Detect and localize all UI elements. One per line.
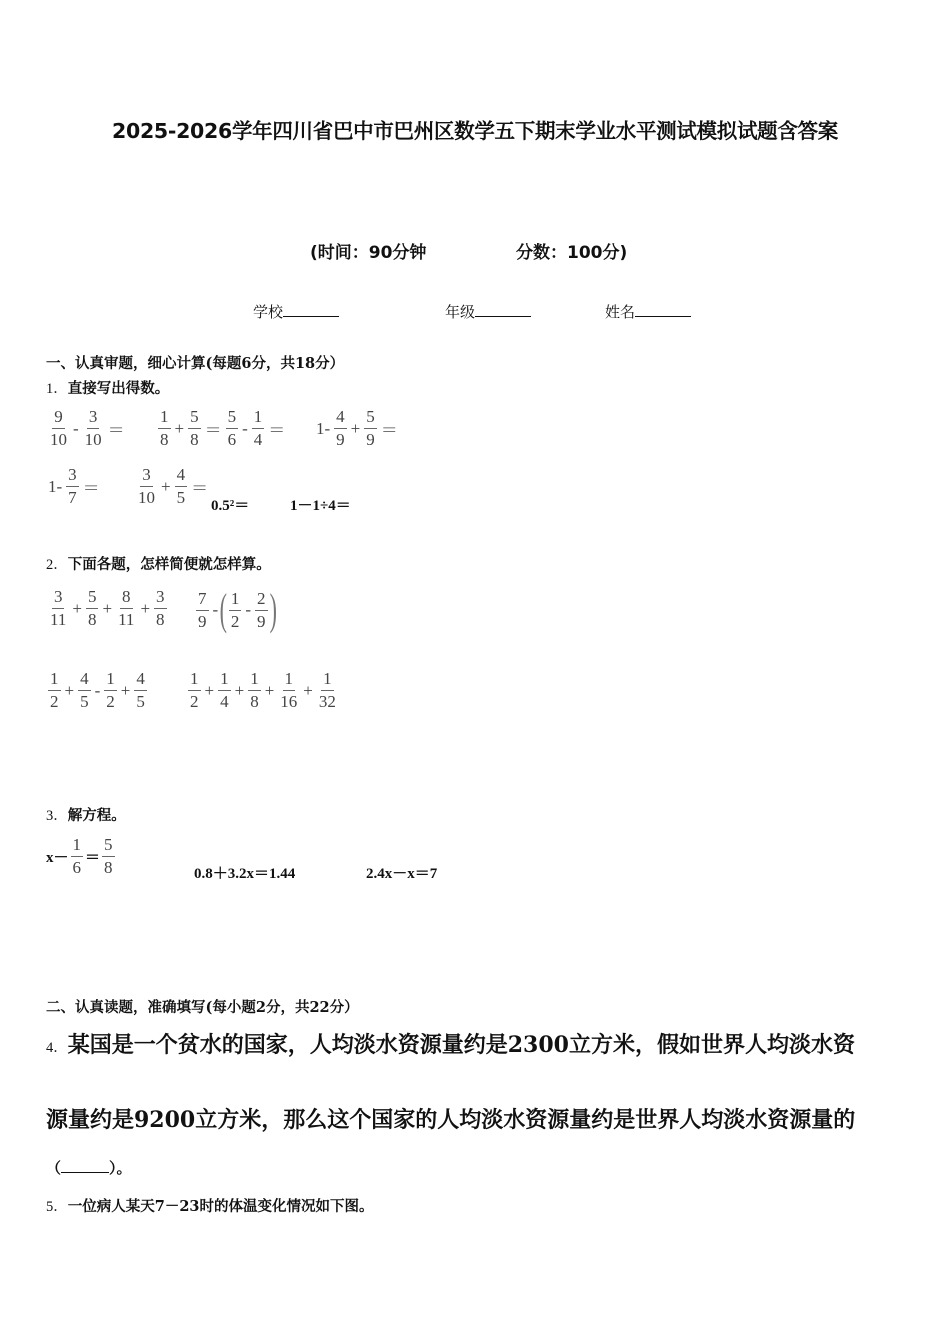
- q2-expr-c: $\frac{1}{2}$ + $\frac{4}{5}$ - $\frac{1}{2}$ + $\frac{4}{5}$: [50, 669, 145, 711]
- section-1-heading: 一、认真审题，细心计算(每题6分，共18分）: [46, 355, 345, 372]
- fraction: $\frac{1}{32}$: [318, 669, 336, 711]
- question-3: [46, 804, 126, 825]
- fraction: $\frac{5}{9}$: [366, 407, 375, 449]
- fraction: $\frac{4}{5}$: [176, 465, 186, 507]
- question-4-answer: （ ）。: [46, 1159, 132, 1177]
- fraction: $\frac{1}{8}$: [250, 669, 259, 711]
- fraction: $\frac{1}{2}$: [50, 669, 59, 711]
- fraction: $\frac{1}{4}$: [220, 669, 229, 711]
- fraction: $\frac{1}{2}$: [190, 669, 199, 711]
- school-field: [253, 301, 339, 322]
- page-title: 2025-2026学年四川省巴中市巴州区数学五下期末学业水平测试模拟试题含答案: [112, 119, 838, 143]
- question-1: [46, 377, 169, 398]
- fraction: $\frac{5}{8}$: [190, 407, 199, 449]
- fraction: $\frac{1}{2}$: [230, 588, 240, 631]
- fraction: $\frac{7}{9}$: [198, 588, 207, 631]
- question-2-number: 2．: [46, 557, 68, 573]
- fraction: $\frac{3}{8}$: [156, 587, 165, 629]
- question-5-number: 5．: [46, 1199, 68, 1215]
- question-2: [46, 553, 271, 574]
- question-1-number: 1．: [46, 381, 68, 397]
- q3-expr-a: x－ $\frac{1}{6}$ ＝ $\frac{5}{8}$: [46, 835, 113, 877]
- question-4-line-1: 4．某国是一个贫水的国家，人均淡水资源量约是2300立方米，假如世界人均淡水资: [46, 1032, 855, 1058]
- fraction: $\frac{1}{16}$: [280, 669, 298, 711]
- fraction: $\frac{8}{11}$: [118, 587, 135, 629]
- fraction: $\frac{5}{6}$: [227, 407, 237, 449]
- q2-expr-b: $\frac{7}{9}$ - ( $\frac{1}{2}$ - $\frac{2}{9}$ ): [198, 585, 277, 634]
- fraction: $\frac{4}{5}$: [80, 669, 89, 711]
- q1-expr-4: 1- $\frac{3}{7}$ ＝: [48, 465, 100, 507]
- q1-expr-7: 1－1÷4＝: [290, 498, 351, 514]
- fraction: $\frac{3}{7}$: [68, 465, 77, 507]
- question-5-text: 一位病人某天7－23时的体温变化情况如下图。: [67, 1198, 374, 1215]
- q1-expr-6: 0.5²＝: [211, 498, 250, 514]
- school-blank[interactable]: [283, 302, 339, 317]
- fraction: $\frac{9}{10}$: [50, 407, 67, 449]
- question-5: [46, 1195, 374, 1216]
- q1-expr-1: $\frac{9}{10}$ - $\frac{3}{10}$ ＝: [50, 407, 125, 449]
- answer-blank[interactable]: [61, 1158, 109, 1173]
- question-4-line-2: 源量约是9200立方米，那么这个国家的人均淡水资源量约是世界人均淡水资源量的: [46, 1107, 856, 1133]
- question-3-text: 解方程。: [67, 807, 126, 824]
- name-blank[interactable]: [635, 302, 691, 317]
- q2-expr-a: $\frac{3}{11}$ + $\frac{5}{8}$ + $\frac{8}{11}$ + $\frac{3}{8}$: [50, 587, 165, 629]
- fraction: $\frac{3}{11}$: [50, 587, 67, 629]
- q1-expr-5: $\frac{3}{10}$ + $\frac{4}{5}$ ＝: [138, 465, 209, 507]
- grade-label: 年级: [445, 303, 476, 321]
- question-1-text: 直接写出得数。: [67, 380, 170, 397]
- fraction: $\frac{4}{5}$: [136, 669, 145, 711]
- exam-score: 分数：100分): [516, 243, 628, 263]
- grade-field: [445, 301, 531, 322]
- name-label: 姓名: [605, 303, 636, 321]
- fraction: $\frac{5}{8}$: [87, 587, 97, 629]
- fraction: $\frac{3}{10}$: [84, 407, 102, 449]
- fraction: $\frac{1}{6}$: [72, 835, 82, 877]
- fraction: $\frac{1}{2}$: [106, 669, 115, 711]
- section-2-heading: 二、认真读题，准确填写(每小题2分，共22分）: [46, 999, 359, 1016]
- fraction: $\frac{1}{4}$: [253, 407, 263, 449]
- left-paren: (: [219, 585, 228, 634]
- fraction: $\frac{2}{9}$: [257, 588, 266, 631]
- fraction: $\frac{4}{9}$: [336, 407, 345, 449]
- fraction: $\frac{5}{8}$: [104, 835, 113, 877]
- name-field: [605, 301, 691, 322]
- grade-blank[interactable]: [475, 302, 531, 317]
- q1-expr-2: $\frac{1}{8}$ + $\frac{5}{8}$ ＝ $\frac{5}{6}$ - $\frac{1}{4}$ ＝: [160, 407, 286, 449]
- fraction: $\frac{3}{10}$: [138, 465, 155, 507]
- school-label: 学校: [253, 303, 284, 321]
- q1-expr-3: 1- $\frac{4}{9}$ + $\frac{5}{9}$ ＝: [316, 407, 398, 449]
- question-2-text: 下面各题，怎样简便就怎样算。: [67, 556, 271, 573]
- right-paren: ): [269, 585, 277, 634]
- exam-time: (时间：90分钟: [310, 243, 427, 263]
- question-4-number: 4．: [46, 1040, 68, 1056]
- q3-expr-b: 0.8＋3.2x＝1.44: [194, 866, 296, 882]
- q3-expr-c: 2.4x－x＝7: [366, 866, 438, 882]
- fraction: $\frac{1}{8}$: [160, 407, 169, 449]
- question-3-number: 3．: [46, 808, 68, 824]
- q2-expr-d: $\frac{1}{2}$ + $\frac{1}{4}$ + $\frac{1}{8}$ + $\frac{1}{16}$ + $\frac{1}{32}$: [190, 669, 336, 711]
